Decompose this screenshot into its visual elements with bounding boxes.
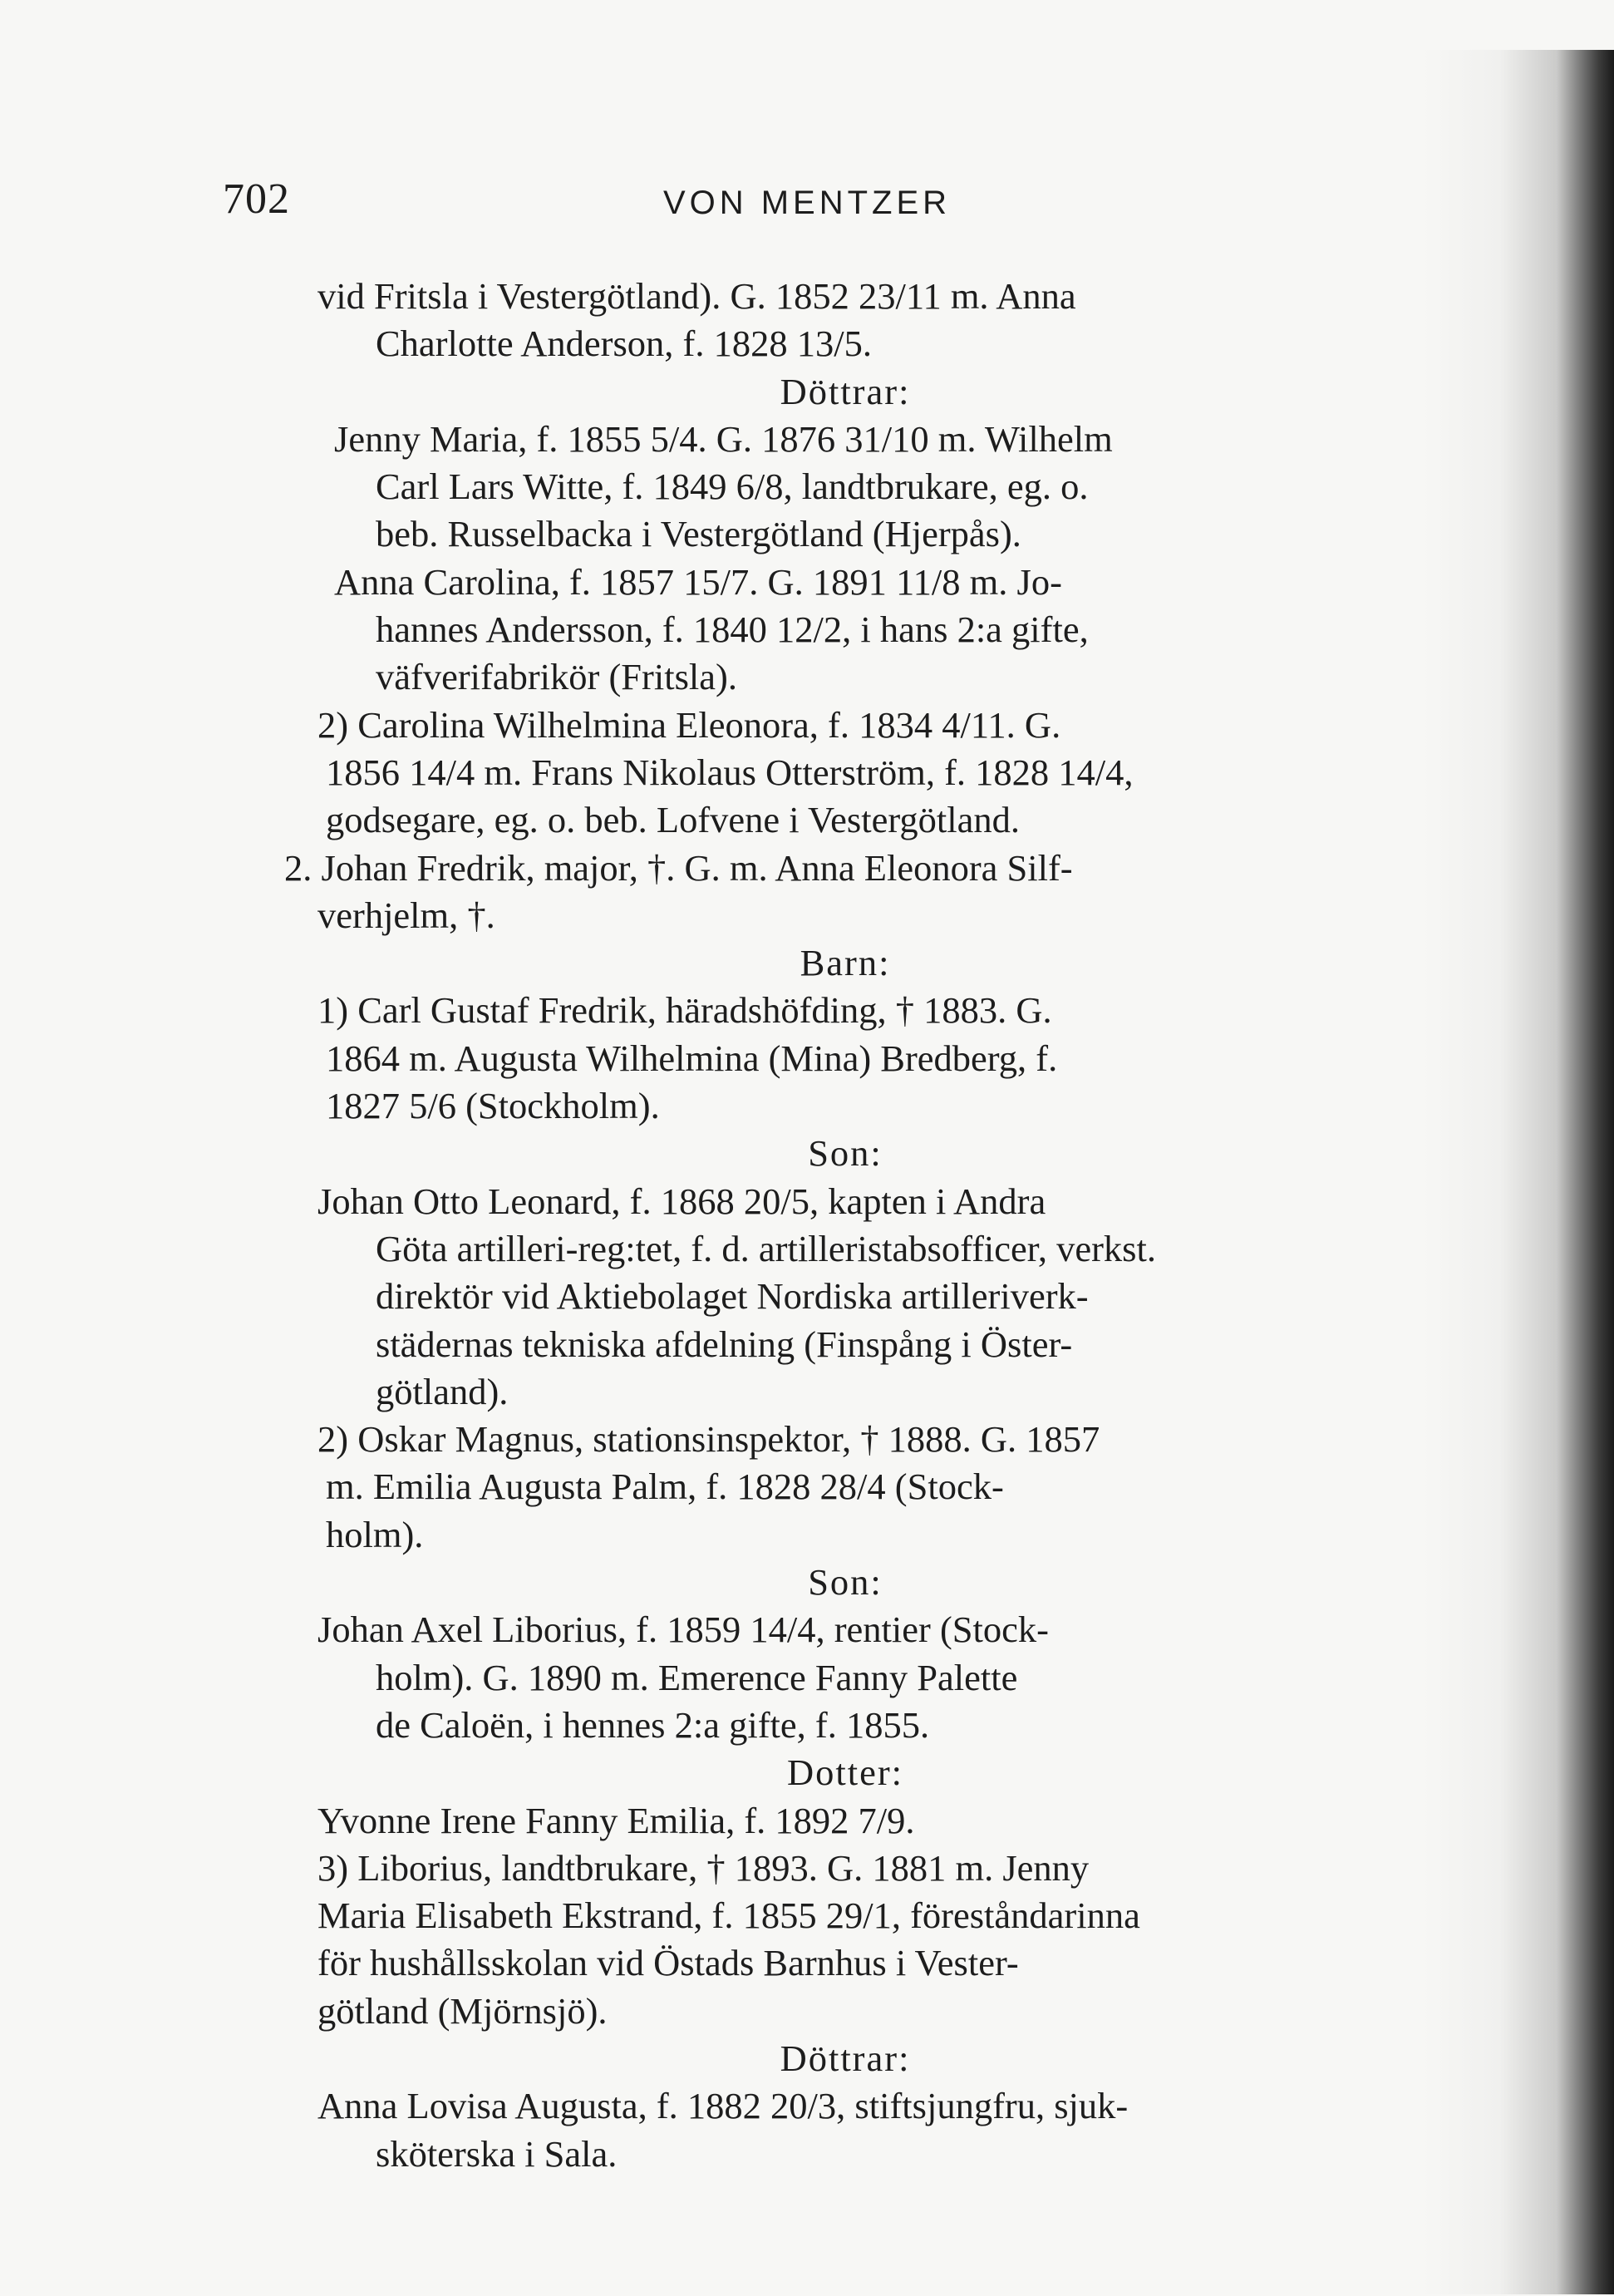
text-line: Anna Carolina, f. 1857 15/7. G. 1891 11/8 m. Jo- xyxy=(334,560,1062,603)
text-line: för hushållsskolan vid Östads Barnhus i Vester- xyxy=(317,1942,1019,1984)
genealogy-text xyxy=(284,273,1373,2178)
text-line: städernas tekniska afdelning (Finspång i Öster- xyxy=(376,1323,1073,1365)
text-line: Charlotte Anderson, f. 1828 13/5. xyxy=(376,323,872,365)
text-line: direktör vid Aktiebolaget Nordiska artilleriverk- xyxy=(376,1275,1089,1318)
running-title: VON MENTZER xyxy=(662,185,952,221)
section-heading: Döttrar: xyxy=(780,2037,911,2079)
text-line: 2) Oskar Magnus, stationsinspektor, † 1888. G. 1857 xyxy=(317,1418,1100,1461)
text-line: verhjelm, †. xyxy=(317,894,495,936)
section-heading: Son: xyxy=(808,1561,883,1604)
text-line: Yvonne Irene Fanny Emilia, f. 1892 7/9. xyxy=(317,1799,915,1841)
text-line: de Caloën, i hennes 2:a gifte, f. 1855. xyxy=(376,1703,930,1746)
section-heading: Döttrar: xyxy=(780,370,911,412)
text-line: Johan Axel Liborius, f. 1859 14/4, rentier (Stock- xyxy=(317,1609,1049,1651)
text-line: Johan Otto Leonard, f. 1868 20/5, kapten i Andra xyxy=(317,1180,1046,1222)
text-line: hannes Andersson, f. 1840 12/2, i hans 2:a gifte, xyxy=(376,608,1089,651)
text-line: Anna Lovisa Augusta, f. 1882 20/3, stiftsjungfru, sjuk- xyxy=(317,2085,1129,2127)
text-line: götland). xyxy=(376,1370,509,1412)
section-heading: Barn: xyxy=(800,942,891,984)
text-line: 1856 14/4 m. Frans Nikolaus Otterström, f. 1828 14/4, xyxy=(326,751,1134,793)
book-spine-shadow xyxy=(1423,50,1614,2294)
text-line: vid Fritsla i Vestergötland). G. 1852 23/11 m. Anna xyxy=(317,275,1076,317)
text-line: Jenny Maria, f. 1855 5/4. G. 1876 31/10 m. Wilhelm xyxy=(334,417,1113,460)
page-number: 702 xyxy=(223,175,290,223)
text-line: 1864 m. Augusta Wilhelmina (Mina) Bredberg, f. xyxy=(326,1037,1058,1079)
text-line: väfverifabrikör (Fritsla). xyxy=(376,656,737,698)
text-line: Carl Lars Witte, f. 1849 6/8, landtbrukare, eg. o. xyxy=(376,466,1089,508)
text-line: m. Emilia Augusta Palm, f. 1828 28/4 (Stock- xyxy=(326,1466,1004,1508)
text-line: holm). xyxy=(326,1513,424,1555)
text-line: götland (Mjörnsjö). xyxy=(317,1989,608,2032)
text-line: holm). G. 1890 m. Emerence Fanny Palette xyxy=(376,1656,1018,1698)
section-heading: Dotter: xyxy=(786,1752,904,1794)
text-line: 1) Carl Gustaf Fredrik, häradshöfding, † 1883. G. xyxy=(317,989,1052,1032)
section-heading: Son: xyxy=(808,1132,883,1175)
text-line: 1827 5/6 (Stockholm). xyxy=(326,1085,660,1127)
text-line: godsegare, eg. o. beb. Lofvene i Vestergötland. xyxy=(326,799,1020,841)
text-line: 3) Liborius, landtbrukare, † 1893. G. 1881 m. Jenny xyxy=(317,1846,1090,1889)
text-line: sköterska i Sala. xyxy=(376,2132,618,2175)
text-line: 2) Carolina Wilhelmina Eleonora, f. 1834 4/11. G. xyxy=(317,703,1061,746)
text-line: Maria Elisabeth Ekstrand, f. 1855 29/1, föreståndarinna xyxy=(317,1894,1140,1937)
text-line: beb. Russelbacka i Vestergötland (Hjerpås). xyxy=(376,513,1021,555)
text-line: Göta artilleri-reg:tet, f. d. artilleristabsofficer, verkst. xyxy=(376,1227,1156,1269)
text-line: 2. Johan Fredrik, major, †. G. m. Anna Eleonora Silf- xyxy=(284,846,1073,889)
